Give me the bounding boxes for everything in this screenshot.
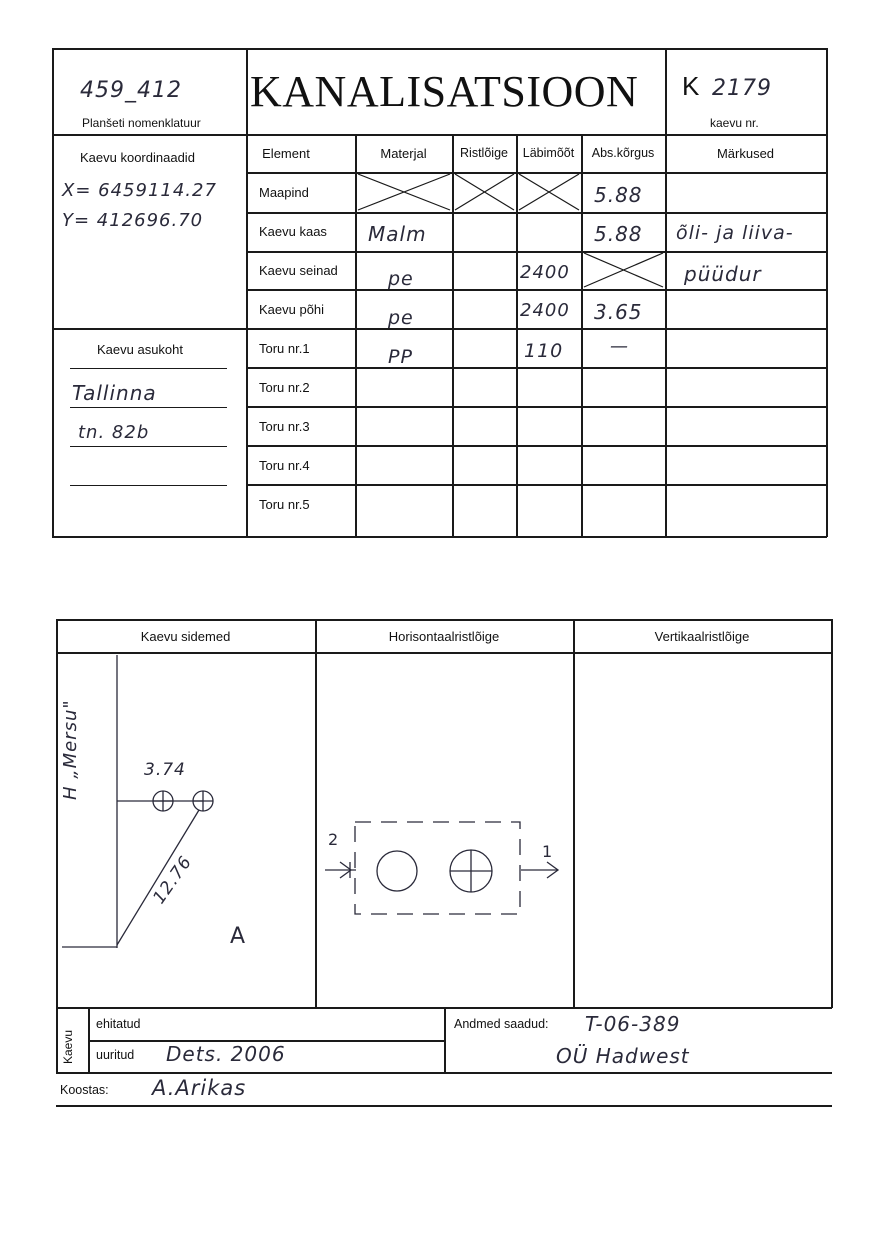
sheet-label: Planšeti nomenklatuur — [82, 116, 201, 130]
pipe-in-label: 2 — [328, 830, 340, 849]
surveyed-label: uuritud — [96, 1048, 135, 1062]
location-line1: Tallinna — [72, 381, 157, 405]
well-number: 2179 — [712, 76, 772, 101]
coordinates-label: Kaevu koordinaadid — [80, 150, 195, 165]
data-source-ref: T-06-389 — [585, 1012, 681, 1036]
col-header-element: Element — [262, 146, 310, 161]
col-header-notes: Märkused — [716, 146, 775, 161]
distance-diagonal: 12.76 — [149, 852, 197, 908]
built-label: ehitatud — [96, 1017, 141, 1031]
cell-height: 5.88 — [594, 183, 643, 207]
col-header-height: Abs.kõrgus — [591, 146, 655, 160]
cell-diameter: 2400 — [520, 262, 570, 283]
coordinate-x: X= 6459114.27 — [62, 180, 217, 201]
col-header-connections: Kaevu sidemed — [140, 629, 231, 644]
well-prefix: K — [682, 71, 700, 101]
cell-material: Malm — [368, 222, 427, 246]
street-label: H „Mersu" — [60, 699, 81, 800]
row-label: Toru nr.2 — [259, 380, 310, 395]
row-label: Kaevu seinad — [259, 263, 338, 278]
cell-material: pe — [388, 307, 414, 329]
well-label: kaevu nr. — [710, 116, 759, 130]
footer-bottom-line — [56, 1105, 832, 1107]
point-label: A — [230, 924, 247, 949]
row-label: Kaevu põhi — [259, 302, 325, 317]
row-label: Toru nr.5 — [259, 497, 310, 512]
data-source-label: Andmed saadud: — [454, 1017, 549, 1031]
cell-material: pe — [388, 268, 414, 290]
footer-side-label: Kaevu — [61, 1029, 75, 1064]
cell-height: 5.88 — [594, 222, 643, 246]
cell-diameter: 110 — [524, 340, 564, 362]
cell-diameter: 2400 — [520, 300, 570, 321]
col-header-horizontal: Horisontaalristlõige — [388, 629, 500, 644]
author-label: Koostas: — [60, 1083, 109, 1097]
col-header-diameter: Läbimõõt — [522, 146, 575, 160]
col-header-material: Materjal — [380, 146, 427, 161]
row-label: Toru nr.4 — [259, 458, 310, 473]
row-label: Maapind — [259, 185, 309, 200]
author-value: A.Arikas — [152, 1076, 247, 1100]
data-source-company: OÜ Hadwest — [556, 1044, 690, 1068]
footer-frame-left — [56, 1007, 58, 1073]
cell-height: 3.65 — [594, 300, 643, 324]
page-title: KANALISATSIOON — [250, 67, 639, 116]
cell-note: õli- ja liiva- — [676, 222, 794, 244]
location-line2: tn. 82b — [78, 422, 150, 443]
cell-height: — — [610, 336, 629, 357]
cell-note: püüdur — [684, 262, 762, 286]
cell-material: PP — [388, 346, 413, 368]
row-label: Kaevu kaas — [259, 224, 327, 239]
row-label: Toru nr.1 — [259, 341, 310, 356]
pipe-out-label: 1 — [542, 842, 554, 861]
location-label: Kaevu asukoht — [97, 342, 184, 357]
col-header-vertical: Vertikaalristlõige — [654, 629, 750, 644]
row-label: Toru nr.3 — [259, 419, 310, 434]
coordinate-y: Y= 412696.70 — [62, 210, 204, 231]
col-header-cross-section: Ristlõige — [460, 146, 508, 160]
sheet-number: 459_412 — [80, 78, 182, 103]
footer-row-line — [56, 1072, 832, 1074]
distance-top: 3.74 — [144, 760, 186, 780]
surveyed-value: Dets. 2006 — [166, 1042, 286, 1066]
